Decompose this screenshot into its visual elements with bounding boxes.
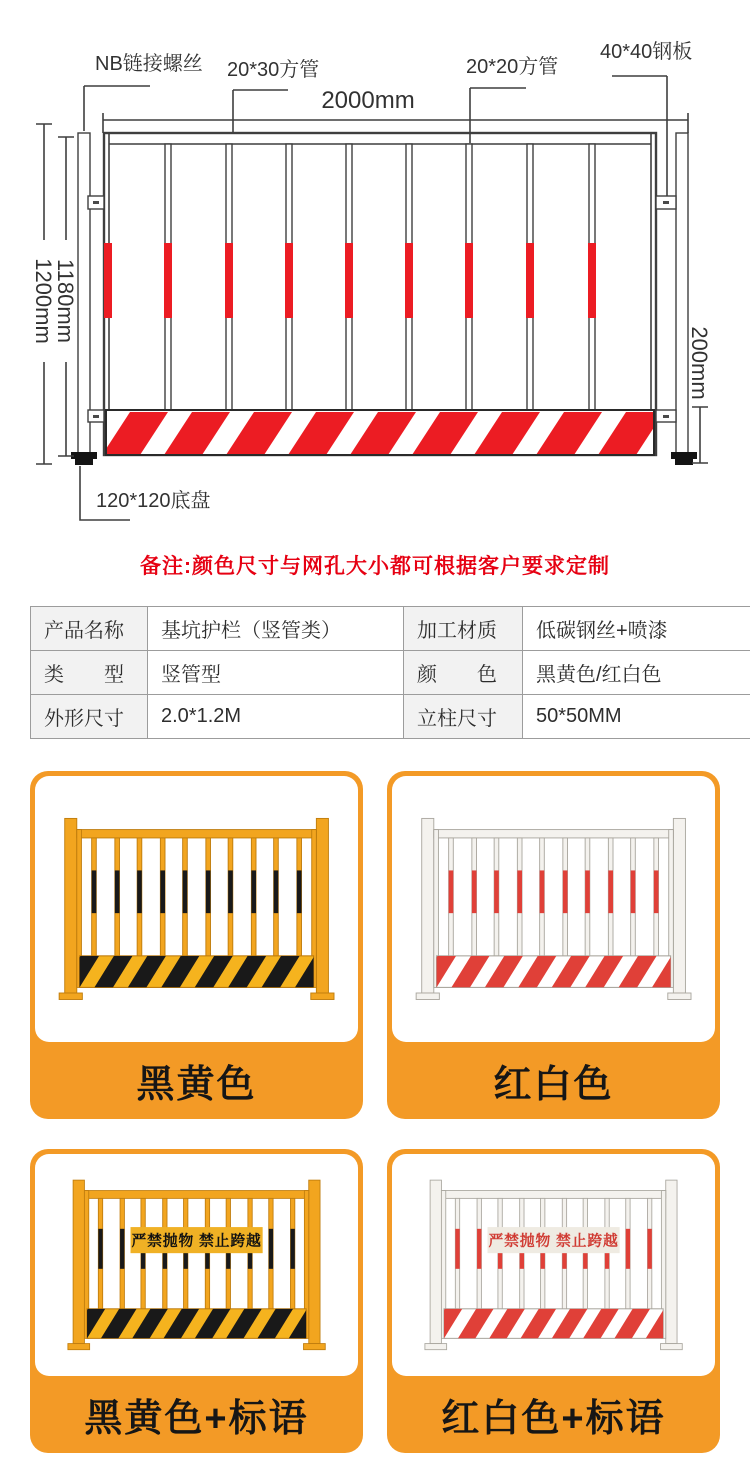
spec-value: 黑黄色/红白色 (523, 651, 750, 695)
dim-width-2000-label: 2000mm (321, 87, 415, 114)
label-tube-20-20: 20*20方管 (466, 56, 559, 78)
variant-caption: 红白色 (493, 1064, 614, 1106)
warning-banner-text: 严禁抛物 禁止跨越 (488, 1232, 619, 1249)
spec-label: 外形尺寸 (31, 695, 148, 739)
spec-label: 产品名称 (31, 607, 148, 651)
label-nb-screw: NB链接螺丝 (95, 53, 203, 75)
spec-value: 2.0*1.2M (148, 695, 404, 739)
spec-value: 基坑护栏（竖管类） (148, 607, 404, 651)
nb-clamps (88, 196, 676, 422)
fence-illustration-red-white-banner (405, 1161, 702, 1370)
variant-card-red-white (387, 771, 720, 1119)
red-reflective-bands (104, 243, 596, 318)
spec-row (31, 607, 750, 651)
dim-kick-200-label: 200mm (687, 326, 712, 400)
spec-label: 立柱尺寸 (404, 695, 523, 739)
spec-value: 竖管型 (148, 651, 404, 695)
variant-card-black-yellow-banner (30, 1149, 363, 1453)
variant-photo-red-white-banner (392, 1154, 715, 1376)
label-base-plate: 120*120底盘 (96, 490, 211, 512)
warning-banner (487, 1227, 619, 1253)
variant-card-red-white-banner (387, 1149, 720, 1453)
spec-label: 颜 色 (404, 651, 523, 695)
dim-width-2000 (103, 87, 688, 133)
variant-grid (0, 771, 750, 1453)
label-plate-40-40: 40*40钢板 (600, 41, 693, 63)
dim-height-1200 (31, 124, 56, 464)
variant-caption: 黑黄色+标语 (84, 1398, 309, 1440)
fence-illustration-black-yellow-banner (48, 1161, 345, 1370)
warning-banner (130, 1227, 262, 1253)
dim-height-1200-label: 1200mm (31, 258, 56, 344)
variant-photo-black-yellow (35, 776, 358, 1042)
technical-diagram-section (0, 0, 750, 540)
spec-value: 低碳钢丝+喷漆 (523, 607, 750, 651)
variant-card-black-yellow (30, 771, 363, 1119)
spec-table (30, 606, 750, 739)
kick-board (40, 410, 664, 455)
spec-row (31, 695, 750, 739)
panel-frame (104, 133, 656, 455)
fence-illustration-black-yellow (48, 798, 345, 1021)
dim-kick-200 (687, 326, 712, 463)
label-tube-20-30: 20*30方管 (227, 59, 320, 81)
spec-row (31, 651, 750, 695)
warning-banner-text: 严禁抛物 禁止跨越 (131, 1232, 262, 1249)
spec-value: 50*50MM (523, 695, 750, 739)
spec-label: 类 型 (31, 651, 148, 695)
variant-caption: 黑黄色 (136, 1064, 257, 1106)
variant-photo-black-yellow-banner (35, 1154, 358, 1376)
spec-label: 加工材质 (404, 607, 523, 651)
custom-note: 备注:颜色尺寸与网孔大小都可根据客户要求定制 (140, 555, 610, 578)
fence-illustration-red-white (405, 798, 702, 1021)
variant-caption: 红白色+标语 (441, 1398, 666, 1440)
fence-technical-diagram (0, 0, 750, 540)
variant-photo-red-white (392, 776, 715, 1042)
dim-height-1180-label: 1180mm (53, 259, 78, 343)
